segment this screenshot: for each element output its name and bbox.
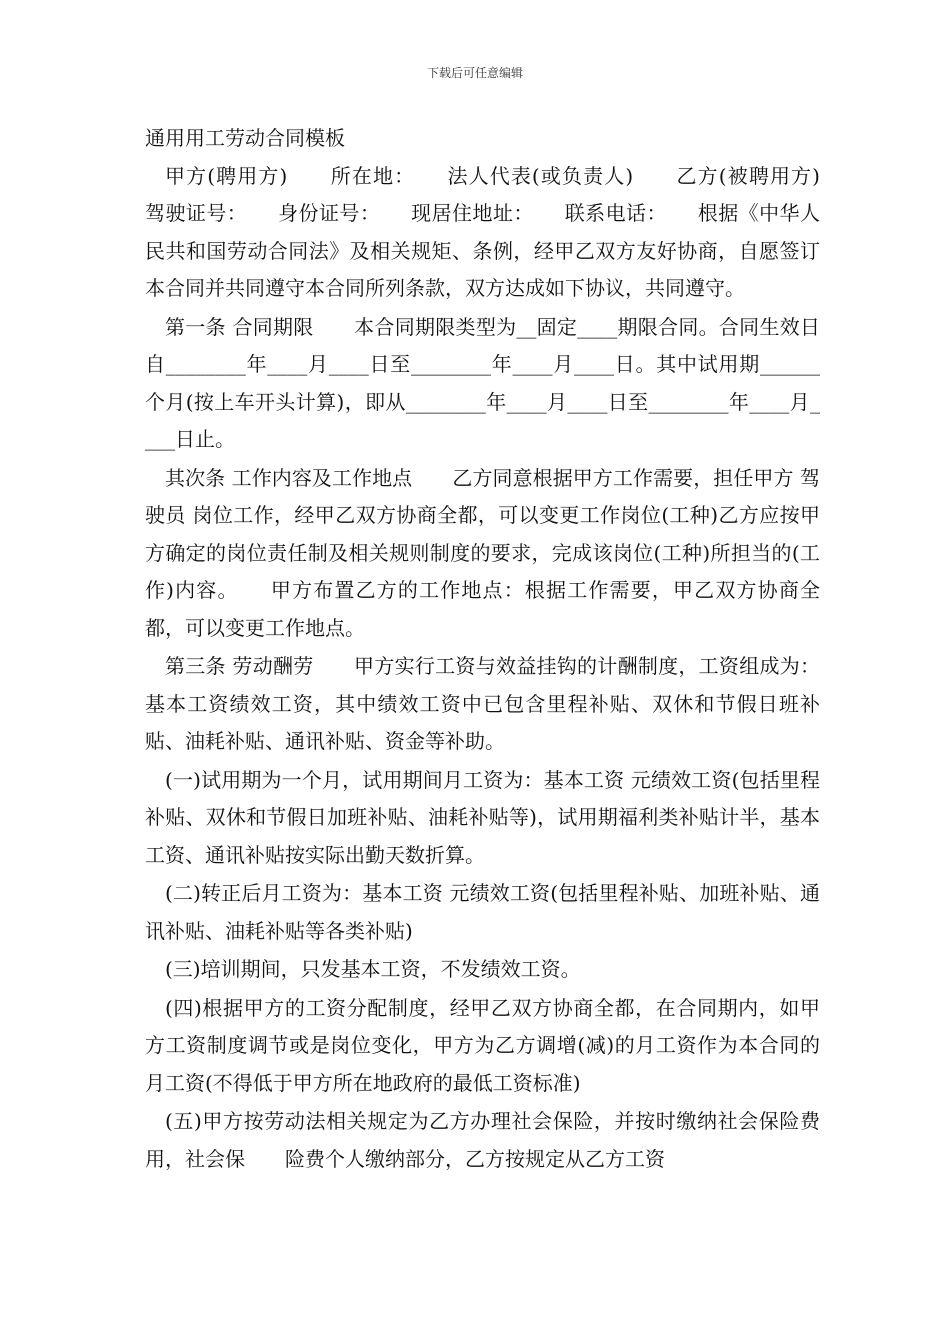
paragraph-clause-3: (三)培训期间，只发基本工资，不发绩效工资。 bbox=[165, 957, 581, 981]
page-header-note: 下载后可任意编辑 bbox=[426, 66, 523, 80]
paragraph-article-3: 第三条 劳动酬劳 甲方实行工资与效益挂钩的计酬制度，工资组成为：基本工资绩效工资，其中绩效工资中已包含里程补贴、双休和节假日班补贴、油耗补贴、通讯补贴、资金等补助。 bbox=[145, 654, 820, 753]
paragraph-clause-2: (二)转正后月工资为：基本工资 元绩效工资(包括里程补贴、加班补贴、通讯补贴、油耗补贴等各类补贴) bbox=[145, 881, 820, 943]
document-body bbox=[145, 120, 847, 1178]
paragraph-clause-5: (五)甲方按劳动法相关规定为乙方办理社会保险，并按时缴纳社会保险费用，社会保 险费个人缴纳部分，乙方按规定从乙方工资 bbox=[145, 1109, 820, 1171]
paragraph-article-2: 其次条 工作内容及工作地点 乙方同意根据甲方工作需要，担任甲方 驾驶员 岗位工作，经甲乙双方协商全都，可以变更工作岗位(工种)乙方应按甲方确定的岗位责任制及相关规则制度的要求，完成该岗位(工种)所担当的(工作)内容。 甲方布置乙方的工作地点：根据工作需要，甲乙双方协商全都，可以变更工作地点。 bbox=[145, 465, 820, 640]
paragraph-preamble: 甲方(聘用方) 所在地： 法人代表(或负责人) 乙方(被聘用方) 驾驶证号： 身份证号： 现居住地址： 联系电话： 根据《中华人民共和国劳动合同法》及相关规矩、条例，经甲乙双方友好协商，自愿签订本合同并共同遵守本合同所列条款，双方达成如下协议，共同遵守。 bbox=[145, 163, 847, 300]
document-title: 通用用工劳动合同模板 bbox=[145, 126, 345, 150]
paragraph-clause-1: (一)试用期为一个月，试用期间月工资为：基本工资 元绩效工资(包括里程补贴、双休和节假日加班补贴、油耗补贴等)，试用期福利类补贴计半，基本工资、通讯补贴按实际出勤天数折算。 bbox=[145, 767, 820, 867]
paragraph-article-1: 第一条 合同期限 本合同期限类型为__固定____期限合同。合同生效日自________年____月____日至________年____月____日。其中试用期______个月(按上车开头计算)，即从________年____月____日至________年____月____日止。 bbox=[145, 314, 820, 451]
paragraph-clause-4: (四)根据甲方的工资分配制度，经甲乙双方协商全都，在合同期内，如甲方工资制度调节或是岗位变化，甲方为乙方调增(减)的月工资作为本合同的月工资(不得低于甲方所在地政府的最低工资标准) bbox=[145, 995, 820, 1095]
